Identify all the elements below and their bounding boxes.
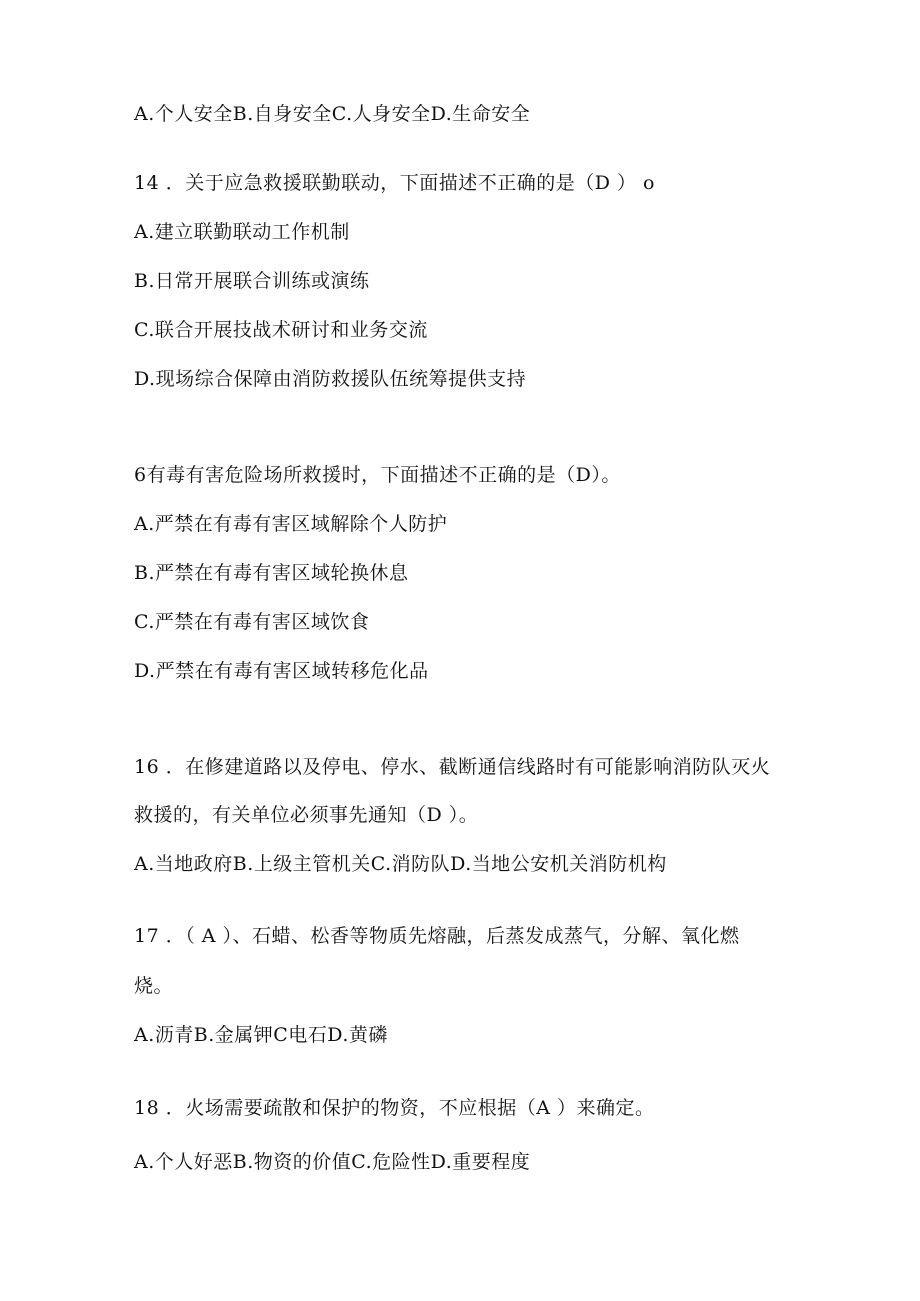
q14-option-d: D.现场综合保障由消防救援队伍统筹提供支持 — [134, 368, 527, 390]
q15-option-d: D.严禁在有毒有害区域转移危化品 — [134, 660, 429, 682]
q15-option-b: B.严禁在有毒有害区域轮换休息 — [134, 562, 409, 584]
q14-option-a: A.建立联勤联动工作机制 — [134, 221, 350, 243]
q16-options: A.当地政府B.上级主管机关C.消防队D.当地公安机关消防机构 — [134, 853, 667, 875]
q17-question-line1: 17 ．（ A ）、石蜡、松香等物质先熔融，后蒸发成蒸气，分解、氧化燃 — [134, 925, 740, 947]
q14-option-b: B.日常开展联合训练或演练 — [134, 270, 370, 292]
q17-options: A.沥青B.金属钾C电石D.黄磷 — [134, 1024, 388, 1046]
q16-question-line2: 救援的，有关单位必须事先通知（D ）。 — [134, 804, 479, 826]
q17-question-line2: 烧。 — [134, 975, 174, 997]
q14-option-c: C.联合开展技战术研讨和业务交流 — [134, 319, 428, 341]
q15-option-c: C.严禁在有毒有害区域饮食 — [134, 611, 370, 633]
q18-question: 18 ．火场需要疏散和保护的物资，不应根据（A ）来确定。 — [134, 1097, 655, 1119]
q13-options: A.个人安全B.自身安全C.人身安全D.生命安全 — [134, 103, 531, 125]
q15-option-a: A.严禁在有毒有害区域解除个人防护 — [134, 513, 448, 535]
q16-question-line1: 16 ．在修建道路以及停电、停水、截断通信线路时有可能影响消防队灭火 — [134, 756, 771, 778]
q18-options: A.个人好恶B.物资的价值C.危险性D.重要程度 — [134, 1151, 531, 1173]
q15-question: 6有毒有害危险场所救援时，下面描述不正确的是（D）。 — [134, 464, 621, 486]
q14-question: 14 ．关于应急救援联勤联动，下面描述不正确的是（D ） o — [134, 172, 655, 194]
